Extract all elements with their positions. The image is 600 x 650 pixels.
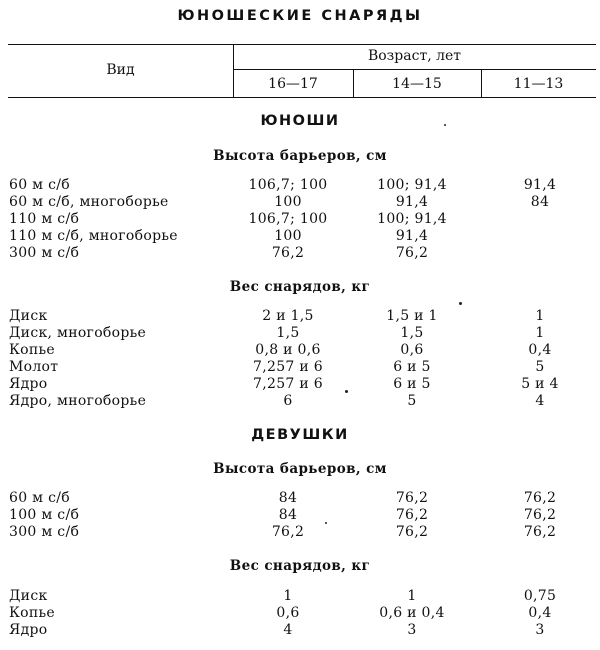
value-age-14-15: 1,5 и 1 — [386, 308, 438, 324]
value-age-14-15: 100; 91,4 — [377, 211, 447, 227]
value-age-11-13: 5 — [535, 359, 545, 375]
value-age-16-17: 0,8 и 0,6 — [255, 342, 321, 358]
row-name: Диск, многоборье — [9, 325, 147, 341]
table-row — [0, 393, 600, 410]
boys-weights-table — [0, 308, 600, 410]
row-name: Копье — [9, 342, 56, 358]
value-age-16-17: 1,5 — [276, 325, 300, 341]
table-row — [0, 325, 600, 342]
header-age-group-1: 16—17 — [268, 76, 318, 92]
value-age-14-15: 0,6 — [400, 342, 424, 358]
value-age-11-13: 84 — [530, 194, 550, 210]
value-age-16-17: 106,7; 100 — [248, 177, 328, 193]
table-row — [0, 588, 600, 605]
value-age-14-15: 91,4 — [395, 228, 429, 244]
value-age-16-17: 7,257 и 6 — [253, 359, 323, 375]
value-age-11-13: 76,2 — [523, 507, 557, 523]
row-name: Диск — [9, 588, 48, 604]
header-mid-rule — [233, 69, 596, 70]
row-name: Молот — [9, 359, 59, 375]
value-age-14-15: 0,6 и 0,4 — [379, 605, 445, 621]
scan-speck — [345, 390, 348, 393]
value-age-16-17: 100 — [274, 194, 302, 210]
scan-speck — [444, 124, 446, 126]
girls-weights-title: Вес снарядов, кг — [229, 558, 371, 574]
girls-section-title: ДЕВУШКИ — [251, 427, 349, 443]
scan-speck — [459, 302, 462, 305]
header-age-label: Возраст, лет — [367, 48, 462, 64]
table-row — [0, 524, 600, 541]
value-age-16-17: 0,6 — [276, 605, 300, 621]
value-age-16-17: 1 — [283, 588, 293, 604]
table-row — [0, 622, 600, 639]
value-age-14-15: 76,2 — [395, 507, 429, 523]
row-name: 100 м с/б — [9, 507, 80, 523]
value-age-14-15: 3 — [407, 622, 417, 638]
value-age-16-17: 6 — [283, 393, 293, 409]
value-age-14-15: 100; 91,4 — [377, 177, 447, 193]
value-age-14-15: 5 — [407, 393, 417, 409]
value-age-16-17: 2 и 1,5 — [262, 308, 314, 324]
value-age-11-13: 4 — [535, 393, 545, 409]
table-row — [0, 342, 600, 359]
row-name: 300 м с/б — [9, 524, 80, 540]
value-age-11-13: 0,4 — [528, 605, 552, 621]
boys-hurdles-table — [0, 177, 600, 262]
value-age-14-15: 91,4 — [395, 194, 429, 210]
header-kind-label: Вид — [106, 62, 135, 78]
row-name: 60 м с/б — [9, 490, 70, 506]
value-age-14-15: 6 и 5 — [393, 376, 431, 392]
row-name: Ядро, многоборье — [9, 393, 147, 409]
value-age-11-13: 0,4 — [528, 342, 552, 358]
value-age-16-17: 84 — [278, 490, 298, 506]
value-age-11-13: 0,75 — [523, 588, 557, 604]
table-row — [0, 245, 600, 262]
value-age-11-13: 1 — [535, 308, 545, 324]
boys-hurdles-title: Высота барьеров, см — [213, 148, 387, 164]
value-age-14-15: 1,5 — [400, 325, 424, 341]
table-row — [0, 359, 600, 376]
value-age-11-13: 76,2 — [523, 490, 557, 506]
value-age-14-15: 76,2 — [395, 490, 429, 506]
table-row — [0, 177, 600, 194]
girls-weights-table — [0, 588, 600, 639]
value-age-16-17: 84 — [278, 507, 298, 523]
header-top-rule — [8, 44, 596, 45]
value-age-16-17: 4 — [283, 622, 293, 638]
value-age-11-13: 1 — [535, 325, 545, 341]
value-age-16-17: 100 — [274, 228, 302, 244]
table-row — [0, 490, 600, 507]
row-name: 60 м с/б — [9, 177, 70, 193]
boys-weights-title: Вес снарядов, кг — [229, 279, 371, 295]
row-name: Копье — [9, 605, 56, 621]
row-name: Ядро — [9, 622, 48, 638]
row-name: 300 м с/б — [9, 245, 80, 261]
value-age-16-17: 76,2 — [271, 245, 305, 261]
boys-section-title: ЮНОШИ — [260, 113, 340, 129]
row-name: Диск — [9, 308, 48, 324]
girls-hurdles-title: Высота барьеров, см — [213, 461, 387, 477]
table-row — [0, 308, 600, 325]
header-bottom-rule — [8, 97, 596, 98]
value-age-11-13: 5 и 4 — [521, 376, 559, 392]
table-row — [0, 194, 600, 211]
table-row — [0, 507, 600, 524]
table-row — [0, 211, 600, 228]
table-row — [0, 228, 600, 245]
row-name: Ядро — [9, 376, 48, 392]
header-age-group-2: 14—15 — [392, 76, 442, 92]
value-age-14-15: 76,2 — [395, 245, 429, 261]
value-age-14-15: 76,2 — [395, 524, 429, 540]
row-name: 60 м с/б, многоборье — [9, 194, 169, 210]
value-age-14-15: 6 и 5 — [393, 359, 431, 375]
value-age-16-17: 7,257 и 6 — [253, 376, 323, 392]
value-age-11-13: 3 — [535, 622, 545, 638]
girls-hurdles-table — [0, 490, 600, 541]
value-age-11-13: 76,2 — [523, 524, 557, 540]
value-age-11-13: 91,4 — [523, 177, 557, 193]
table-row — [0, 605, 600, 622]
row-name: 110 м с/б — [9, 211, 80, 227]
value-age-16-17: 76,2 — [271, 524, 305, 540]
value-age-14-15: 1 — [407, 588, 417, 604]
header-age-group-3: 11—13 — [513, 76, 564, 92]
row-name: 110 м с/б, многоборье — [9, 228, 178, 244]
scan-speck — [325, 522, 327, 524]
page-title: ЮНОШЕСКИЕ СНАРЯДЫ — [177, 8, 423, 24]
table-row — [0, 376, 600, 393]
value-age-16-17: 106,7; 100 — [248, 211, 328, 227]
